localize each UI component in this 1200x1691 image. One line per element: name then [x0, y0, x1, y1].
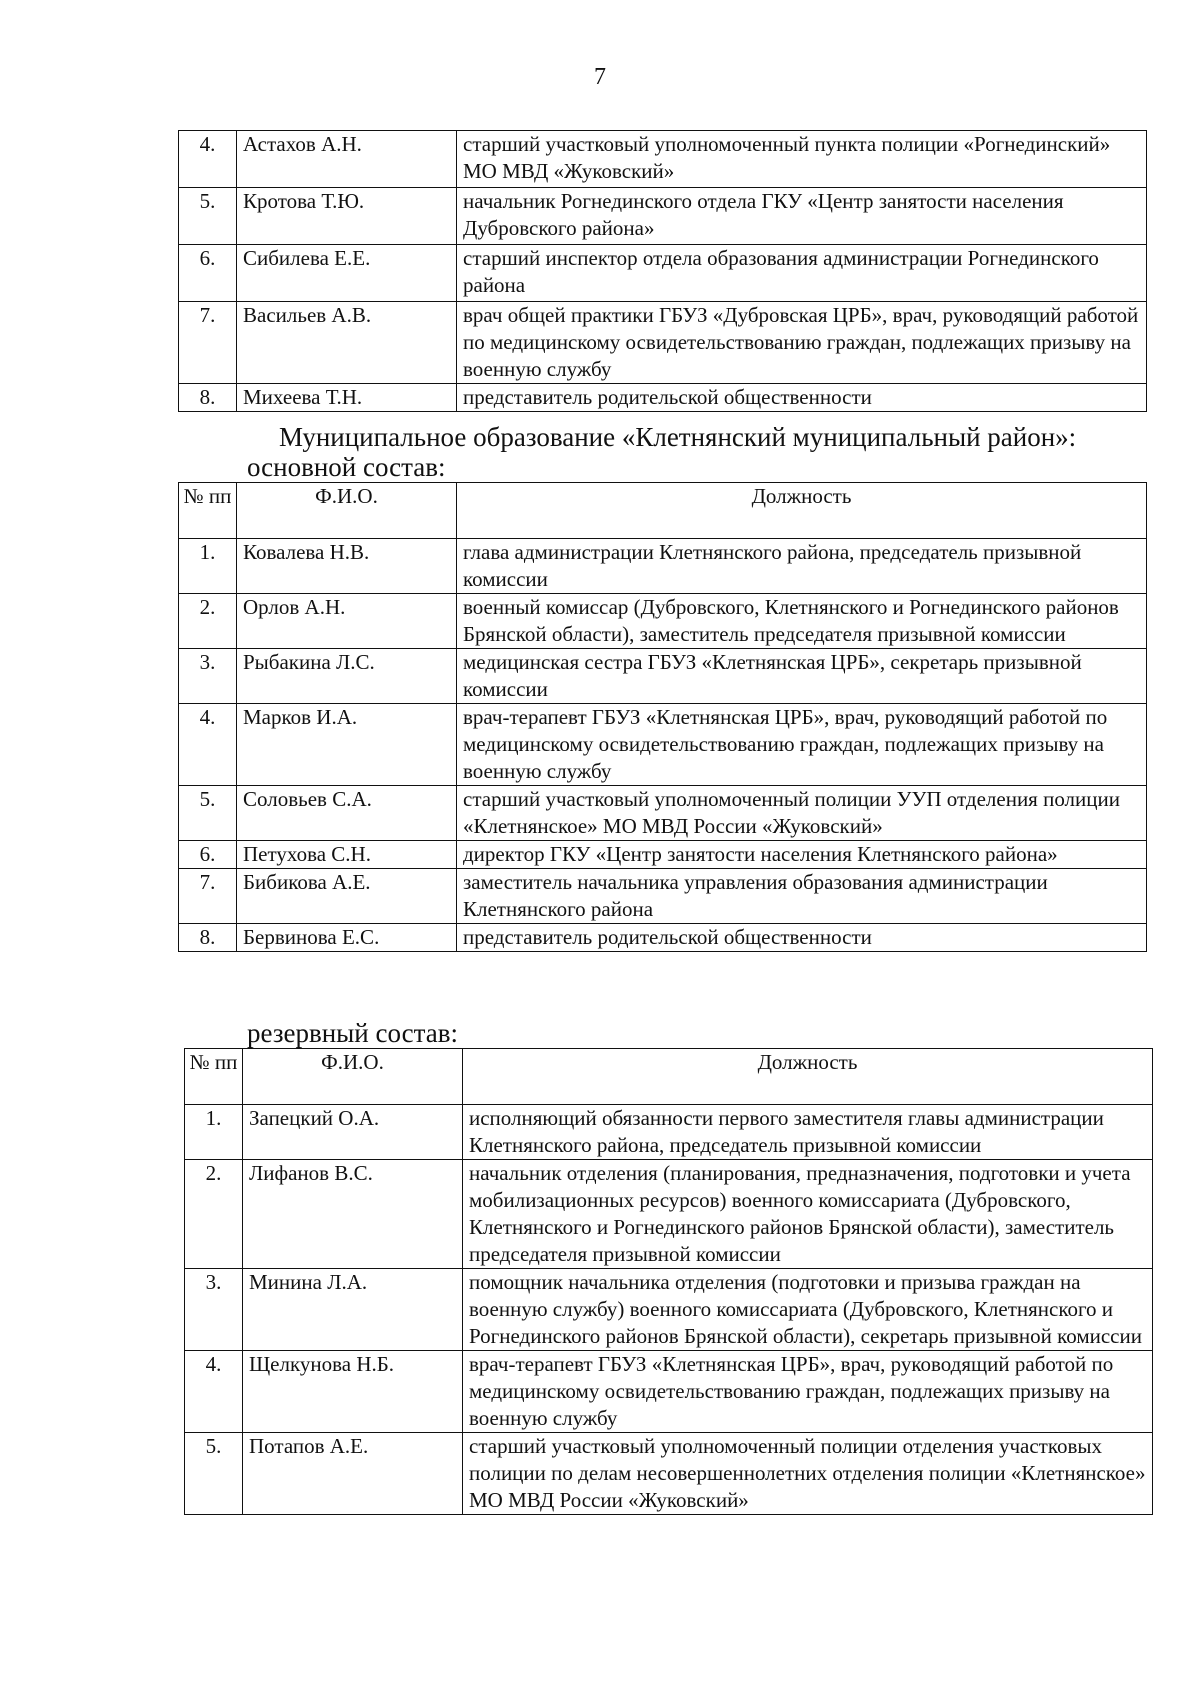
table-row	[179, 245, 1147, 302]
member-position: врач-терапевт ГБУЗ «Клетнянская ЦРБ», врач, руководящий работой по медицинскому освидетельствованию граждан, подлежащих призыву на военную службу	[457, 704, 1147, 786]
table-row	[179, 869, 1147, 924]
table-row	[179, 704, 1147, 786]
member-position: представитель родительской общественности	[457, 384, 1147, 412]
member-name: Орлов А.Н.	[237, 594, 457, 649]
row-number: 4.	[179, 131, 237, 188]
member-position: старший участковый уполномоченный пункта полиции «Рогнединский» МО МВД «Жуковский»	[457, 131, 1147, 188]
row-number: 2.	[185, 1160, 243, 1269]
header-number: № пп	[185, 1049, 243, 1105]
table-row	[179, 539, 1147, 594]
member-position: заместитель начальника управления образования администрации Клетнянского района	[457, 869, 1147, 924]
main-composition-label: основной состав:	[247, 452, 446, 482]
table-row	[179, 384, 1147, 412]
commission-table-continued	[178, 130, 1147, 412]
header-name: Ф.И.О.	[243, 1049, 463, 1105]
member-name: Щелкунова Н.Б.	[243, 1351, 463, 1433]
row-number: 1.	[179, 539, 237, 594]
member-name: Астахов А.Н.	[237, 131, 457, 188]
member-name: Минина Л.А.	[243, 1269, 463, 1351]
table-header-row	[185, 1049, 1153, 1105]
header-position: Должность	[457, 483, 1147, 539]
member-position: глава администрации Клетнянского района, председатель призывной комиссии	[457, 539, 1147, 594]
member-position: военный комиссар (Дубровского, Клетнянского и Рогнединского районов Брянской области), заместитель председателя призывной комиссии	[457, 594, 1147, 649]
member-position: старший участковый уполномоченный полиции отделения участковых полиции по делам несовершеннолетних отделения полиции «Клетнянское» МО МВД России «Жуковский»	[463, 1433, 1153, 1515]
member-position: начальник отделения (планирования, предназначения, подготовки и учета мобилизационных ресурсов) военного комиссариата (Дубровского, Клетнянского и Рогнединского районов Брянской области), заместитель председателя призывной комиссии	[463, 1160, 1153, 1269]
member-position: начальник Рогнединского отдела ГКУ «Центр занятости населения Дубровского района»	[457, 188, 1147, 245]
member-position: представитель родительской общественности	[457, 924, 1147, 952]
reserve-composition-table	[184, 1048, 1153, 1515]
member-position: исполняющий обязанности первого заместителя главы администрации Клетнянского района, председатель призывной комиссии	[463, 1105, 1153, 1160]
member-name: Бервинова Е.С.	[237, 924, 457, 952]
member-name: Бибикова А.Е.	[237, 869, 457, 924]
member-name: Марков И.А.	[237, 704, 457, 786]
member-name: Соловьев С.А.	[237, 786, 457, 841]
row-number: 4.	[179, 704, 237, 786]
row-number: 7.	[179, 302, 237, 384]
member-name: Михеева Т.Н.	[237, 384, 457, 412]
member-position: помощник начальника отделения (подготовки и призыва граждан на военную службу) военного комиссариата (Дубровского, Клетнянского и Рогнединского районов Брянской области), секретарь призывной комиссии	[463, 1269, 1153, 1351]
table-row	[185, 1105, 1153, 1160]
main-composition-table	[178, 482, 1147, 952]
member-position: директор ГКУ «Центр занятости населения Клетнянского района»	[457, 841, 1147, 869]
header-number: № пп	[179, 483, 237, 539]
row-number: 7.	[179, 869, 237, 924]
member-name: Лифанов В.С.	[243, 1160, 463, 1269]
table-row	[179, 188, 1147, 245]
row-number: 3.	[179, 649, 237, 704]
table-row	[179, 594, 1147, 649]
row-number: 8.	[179, 924, 237, 952]
header-position: Должность	[463, 1049, 1153, 1105]
header-name: Ф.И.О.	[237, 483, 457, 539]
page-number: 7	[594, 64, 606, 90]
table-row	[185, 1433, 1153, 1515]
member-name: Рыбакина Л.С.	[237, 649, 457, 704]
table-row	[179, 131, 1147, 188]
table-row	[179, 302, 1147, 384]
member-name: Ковалева Н.В.	[237, 539, 457, 594]
member-name: Васильев А.В.	[237, 302, 457, 384]
row-number: 8.	[179, 384, 237, 412]
row-number: 6.	[179, 245, 237, 302]
row-number: 5.	[179, 786, 237, 841]
row-number: 2.	[179, 594, 237, 649]
section-heading: Муниципальное образование «Клетнянский муниципальный район»:	[279, 422, 1077, 452]
table-header-row	[179, 483, 1147, 539]
row-number: 5.	[179, 188, 237, 245]
table-row	[185, 1351, 1153, 1433]
table-row	[185, 1160, 1153, 1269]
member-position: медицинская сестра ГБУЗ «Клетнянская ЦРБ», секретарь призывной комиссии	[457, 649, 1147, 704]
row-number: 6.	[179, 841, 237, 869]
member-position: старший инспектор отдела образования администрации Рогнединского района	[457, 245, 1147, 302]
row-number: 4.	[185, 1351, 243, 1433]
table-row	[179, 924, 1147, 952]
member-position: старший участковый уполномоченный полиции УУП отделения полиции «Клетнянское» МО МВД России «Жуковский»	[457, 786, 1147, 841]
member-name: Петухова С.Н.	[237, 841, 457, 869]
table-row	[185, 1269, 1153, 1351]
table-row	[179, 841, 1147, 869]
member-position: врач общей практики ГБУЗ «Дубровская ЦРБ», врач, руководящий работой по медицинскому освидетельствованию граждан, подлежащих призыву на военную службу	[457, 302, 1147, 384]
member-position: врач-терапевт ГБУЗ «Клетнянская ЦРБ», врач, руководящий работой по медицинскому освидетельствованию граждан, подлежащих призыву на военную службу	[463, 1351, 1153, 1433]
member-name: Потапов А.Е.	[243, 1433, 463, 1515]
table-row	[179, 786, 1147, 841]
member-name: Сибилева Е.Е.	[237, 245, 457, 302]
row-number: 5.	[185, 1433, 243, 1515]
reserve-composition-label: резервный состав:	[247, 1018, 459, 1048]
member-name: Запецкий О.А.	[243, 1105, 463, 1160]
row-number: 1.	[185, 1105, 243, 1160]
table-row	[179, 649, 1147, 704]
member-name: Кротова Т.Ю.	[237, 188, 457, 245]
row-number: 3.	[185, 1269, 243, 1351]
